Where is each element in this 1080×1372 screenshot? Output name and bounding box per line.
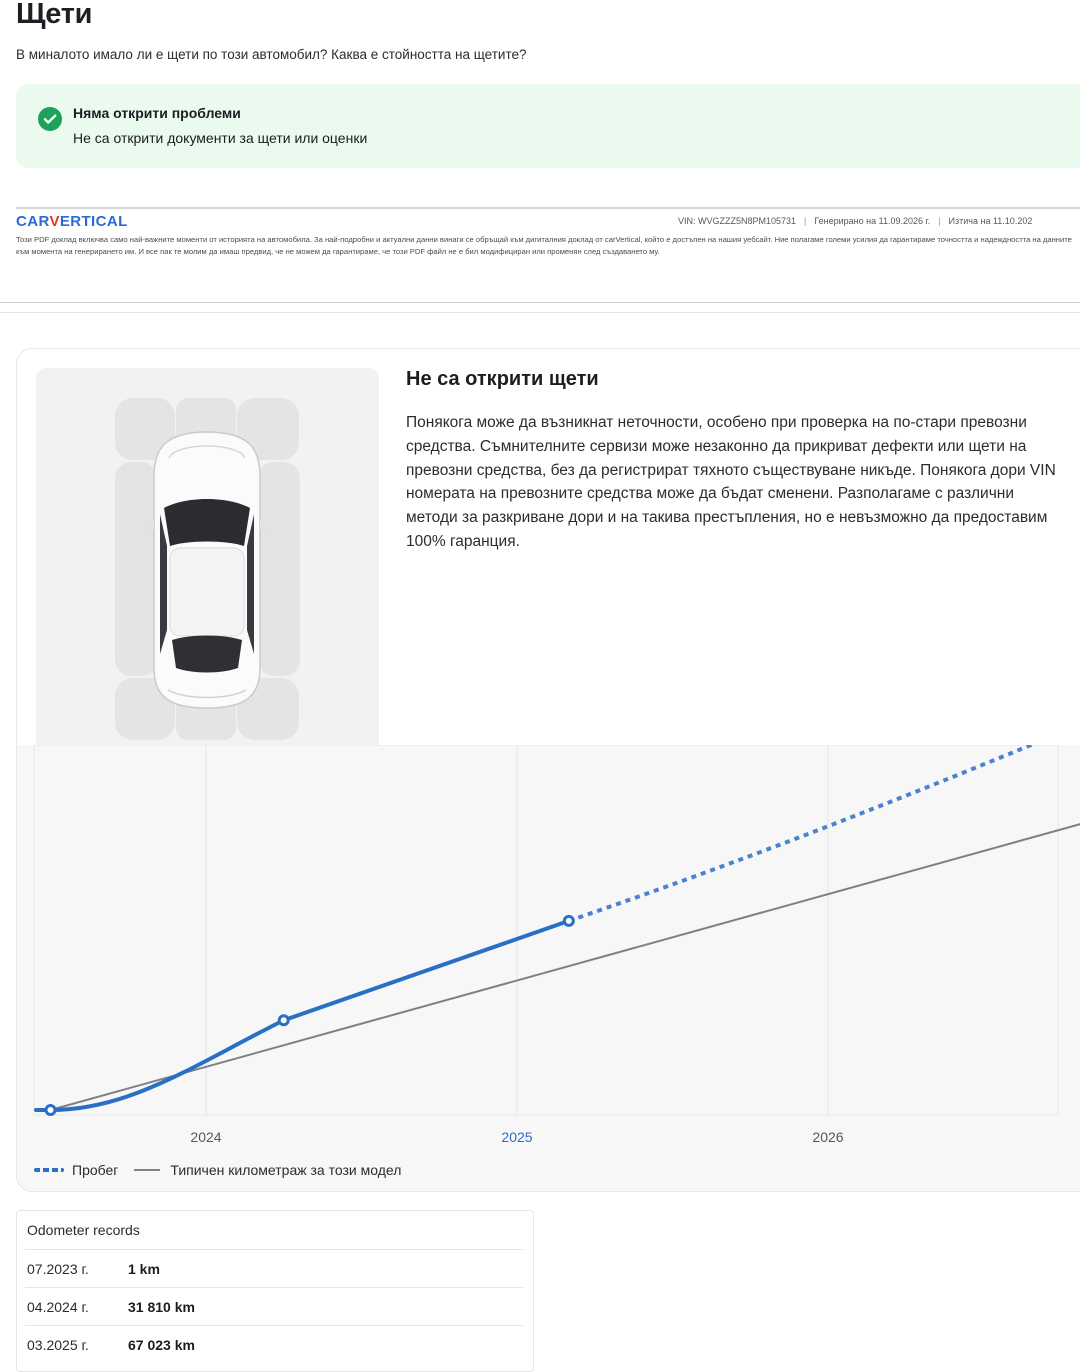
damage-description: Понякога може да възникнат неточности, особено при проверка на по-стари превозни средства. Съмнителните сервизи може незаконно да прикриват дефекти или щети на превозни средства, без да регистрират тяхното съществуване никъде. Понякога дори VIN номерата на превозните средства може да бъдат сменени. Разполагаме с различни методи за разкриване дори и на такива престъпления, но е невъзможно да предоставим 100% гаранция. (406, 411, 1066, 554)
damage-title: Не са открити щети (406, 368, 599, 391)
legend-mileage-label: Пробег (72, 1162, 118, 1178)
mileage-point (46, 1105, 55, 1114)
x-tick-label: 2025 (501, 1129, 532, 1145)
mileage-point (564, 916, 573, 925)
vin-text: VIN: WVGZZZ5N8PM105731 (678, 216, 796, 226)
page-break-line (0, 302, 1080, 303)
mileage-point (279, 1016, 288, 1025)
odometer-date: 07.2023 г. (27, 1261, 89, 1277)
legend-typical-swatch (134, 1169, 160, 1171)
legend-mileage-swatch (34, 1168, 64, 1172)
legend-typical-label: Типичен километраж за този модел (170, 1162, 401, 1178)
x-tick-label: 2026 (812, 1129, 843, 1145)
check-circle-icon (38, 107, 62, 131)
x-tick-label: 2024 (190, 1129, 221, 1145)
section-question: В миналото имало ли е щети по този автомобил? Каква е стойността на щетите? (16, 47, 527, 62)
odometer-date: 04.2024 г. (27, 1299, 89, 1315)
chart-legend (34, 1162, 401, 1178)
odometer-title: Odometer records (27, 1222, 140, 1238)
page-break-line (0, 312, 1080, 313)
odometer-records-table (16, 1210, 534, 1372)
odometer-km: 67 023 km (128, 1337, 195, 1353)
status-title: Няма открити проблеми (73, 105, 241, 121)
table-row (25, 1325, 523, 1364)
odometer-date: 03.2025 г. (27, 1337, 89, 1353)
mileage-chart (17, 745, 1080, 1155)
pdf-disclaimer: Този PDF доклад включва само най-важните моменти от историята на автомобила. За най-подробни и актуални данни винаги се обръщай към дигиталния доклад от carVertical, който е достъпен на нашия уебсайт. Ние полагаме големи усилия да гарантираме точността и надеждността на данните към момента на генерирането им. И все пак те молим да имаш предвид, че не можем да гарантираме, че този PDF файл не е бил модифициран или променян след създаването му. (16, 234, 1080, 272)
page-title: Щети (16, 0, 92, 31)
table-row (25, 1249, 523, 1288)
expiry-date: Изтича на 11.10.202 (949, 216, 1033, 226)
status-banner (16, 84, 1080, 168)
odometer-km: 31 810 km (128, 1299, 195, 1315)
odometer-km: 1 km (128, 1261, 160, 1277)
car-top-view-icon (36, 368, 379, 746)
status-text: Не са открити документи за щети или оценки (73, 130, 367, 146)
pdf-meta: VIN: WVGZZZ5N8PM105731 | Генерирано на 11.09.2026 г. | Изтича на 11.10.202 (678, 216, 1032, 226)
table-row (25, 1287, 523, 1326)
pdf-footer-divider (16, 207, 1080, 209)
carvertical-logo: CARVERTICAL (16, 213, 128, 230)
generated-date: Генерирано на 11.09.2026 г. (814, 216, 930, 226)
